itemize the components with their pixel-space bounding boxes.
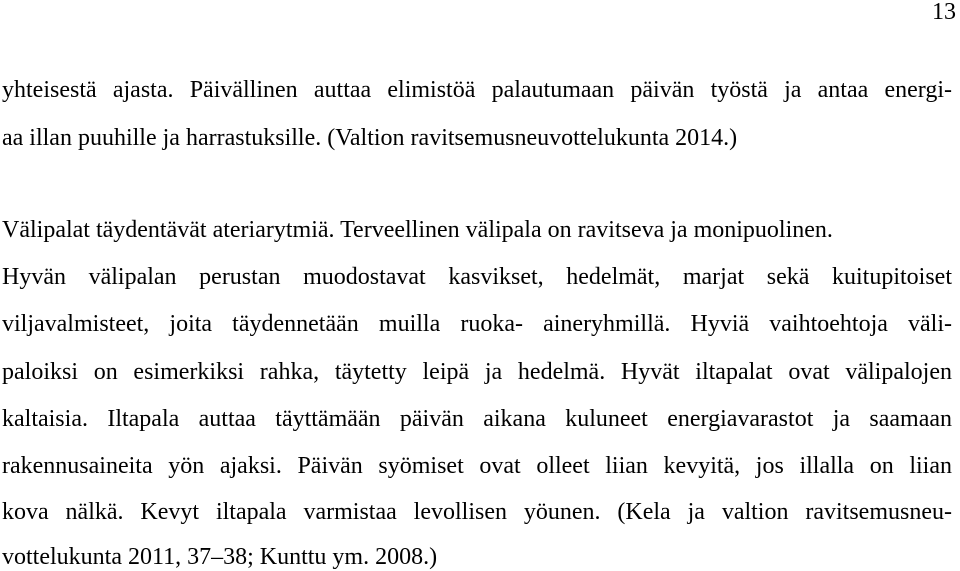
text-line: paloiksi on esimerkiksi rahka, täytetty leipä ja hedelmä. Hyvät iltapalat ovat välipalojen <box>2 359 952 385</box>
text-line: Välipalat täydentävät ateriarytmiä. Terveellinen välipala on ravitseva ja monipuolinen. <box>2 217 833 243</box>
text-line: kova nälkä. Kevyt iltapala varmistaa levollisen yöunen. (Kela ja valtion ravitsemusneu- <box>2 499 952 525</box>
text-line: rakennusaineita yön ajaksi. Päivän syömiset ovat olleet liian kevyitä, jos illalla on liian <box>2 453 952 479</box>
text-line: Hyvän välipalan perustan muodostavat kasvikset, hedelmät, marjat sekä kuitupitoiset <box>2 264 952 290</box>
text-line: viljavalmisteet, joita täydennetään muilla ruoka- aineryhmillä. Hyviä vaihtoehtoja väli- <box>2 311 952 337</box>
text-line: vottelukunta 2011, 37–38; Kunttu ym. 2008.) <box>2 544 438 570</box>
text-line: yhteisestä ajasta. Päivällinen auttaa elimistöä palautumaan päivän työstä ja antaa energi- <box>2 77 952 103</box>
page-number: 13 <box>932 0 956 25</box>
text-line: kaltaisia. Iltapala auttaa täyttämään päivän aikana kuluneet energiavarastot ja saamaan <box>2 406 952 432</box>
text-line: aa illan puuhille ja harrastuksille. (Valtion ravitsemusneuvottelukunta 2014.) <box>2 125 738 151</box>
